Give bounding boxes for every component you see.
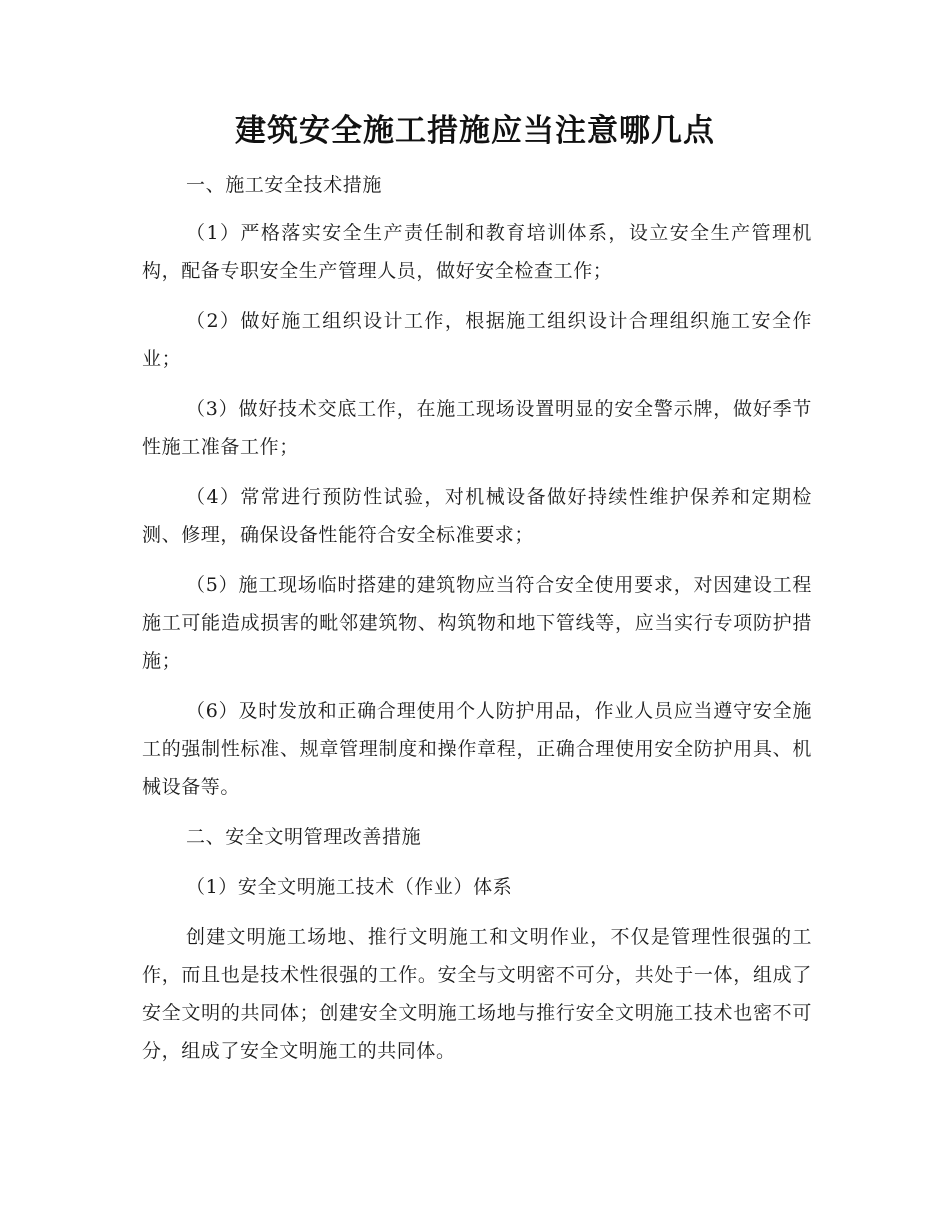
document-body	[142, 166, 812, 1070]
list-item-1: （1）严格落实安全生产责任制和教育培训体系，设立安全生产管理机构，配备专职安全生产管理人员，做好安全检查工作；	[142, 222, 812, 282]
section-heading-2: 二、安全文明管理改善措施	[186, 826, 422, 848]
section-heading-1: 一、施工安全技术措施	[186, 174, 383, 196]
document-title: 建筑安全施工措施应当注意哪几点	[235, 113, 715, 149]
list-item-4: （4）常常进行预防性试验，对机械设备做好持续性维护保养和定期检测、修理，确保设备性能符合安全标准要求；	[142, 486, 812, 546]
subsection-heading-1: （1）安全文明施工技术（作业）体系	[186, 876, 513, 898]
body-paragraph: 创建文明施工场地、推行文明施工和文明作业，不仅是管理性很强的工作，而且也是技术性很强的工作。安全与文明密不可分，共处于一体，组成了安全文明的共同体；创建安全文明施工场地与推行安全文明施工技术也密不可分，组成了安全文明施工的共同体。	[142, 926, 812, 1062]
list-item-6: （6）及时发放和正确合理使用个人防护用品，作业人员应当遵守安全施工的强制性标准、规章管理制度和操作章程，正确合理使用安全防护用具、机械设备等。	[142, 700, 812, 798]
list-item-2: （2）做好施工组织设计工作，根据施工组织设计合理组织施工安全作业；	[142, 310, 812, 370]
list-item-3: （3）做好技术交底工作，在施工现场设置明显的安全警示牌，做好季节性施工准备工作；	[142, 398, 812, 458]
list-item-5: （5）施工现场临时搭建的建筑物应当符合安全使用要求，对因建设工程施工可能造成损害的毗邻建筑物、构筑物和地下管线等，应当实行专项防护措施；	[142, 574, 812, 672]
